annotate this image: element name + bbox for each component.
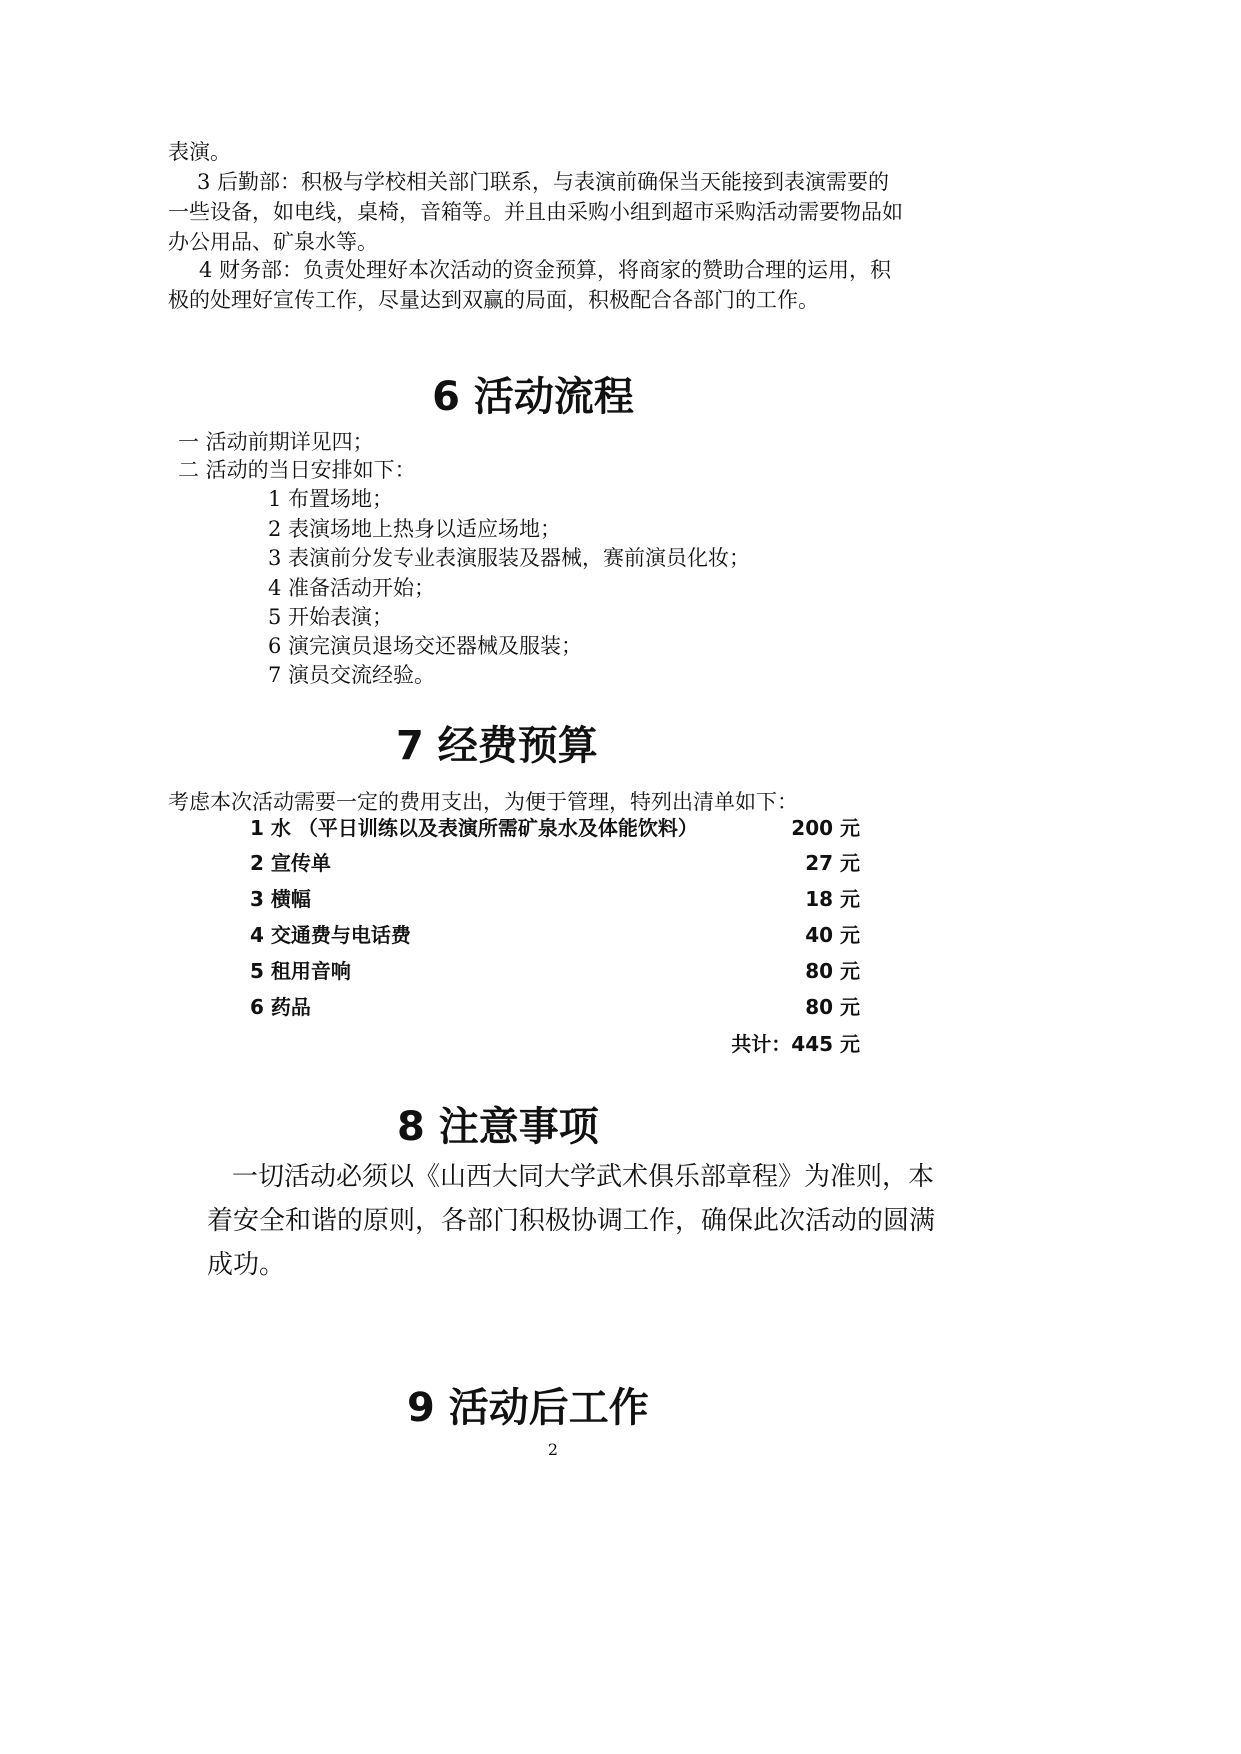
budget-item-amount: 80 元 (805, 995, 860, 1019)
budget-item-amount: 40 元 (805, 923, 860, 947)
page-number: 2 (547, 1440, 559, 1459)
budget-item-label: 1 水 （平日训练以及表演所需矿泉水及体能饮料） (250, 816, 698, 840)
budget-item-amount: 80 元 (805, 959, 860, 983)
budget-intro: 考虑本次活动需要一定的费用支出，为便于管理，特列出清单如下： (168, 790, 798, 814)
flow-step: 5 开始表演； (268, 605, 394, 629)
budget-item-label: 4 交通费与电话费 (250, 923, 411, 947)
budget-item-amount: 27 元 (805, 851, 860, 875)
budget-item-label: 3 横幅 (250, 887, 311, 911)
para-logistics-line1: 3 后勤部：积极与学校相关部门联系，与表演前确保当天能接到表演需要的 (197, 170, 890, 194)
flow-step: 4 准备活动开始； (268, 576, 436, 600)
flow-step: 7 演员交流经验。 (268, 663, 436, 687)
budget-item-label: 5 租用音响 (250, 959, 351, 983)
section-6-heading: 6 活动流程 (432, 374, 634, 420)
flow-step: 3 表演前分发专业表演服装及器械，赛前演员化妆； (268, 546, 751, 570)
budget-total: 共计：445 元 (731, 1032, 860, 1056)
flow-item-1: 一 活动前期详见四； (178, 430, 374, 454)
para-logistics-line3: 办公用品、矿泉水等。 (168, 230, 378, 254)
flow-step: 2 表演场地上热身以适应场地； (268, 517, 562, 541)
para-finance-line2: 极的处理好宣传工作，尽量达到双赢的局面，积极配合各部门的工作。 (168, 288, 819, 312)
flow-item-2: 二 活动的当日安排如下： (178, 458, 416, 482)
flow-step: 1 布置场地； (268, 487, 394, 511)
notes-line-3: 成功。 (207, 1250, 286, 1280)
intro-line: 表演。 (168, 140, 231, 164)
notes-line-1: 一切活动必须以《山西大同大学武术俱乐部章程》为准则，本 (232, 1162, 935, 1192)
para-logistics-line2: 一些设备，如电线，桌椅，音箱等。并且由采购小组到超市采购活动需要物品如 (168, 200, 903, 224)
budget-item-amount: 18 元 (805, 887, 860, 911)
flow-step: 6 演完演员退场交还器械及服装； (268, 634, 583, 658)
section-7-heading: 7 经费预算 (396, 723, 598, 769)
section-8-heading: 8 注意事项 (397, 1104, 599, 1150)
section-9-heading: 9 活动后工作 (407, 1385, 649, 1431)
budget-item-amount: 200 元 (791, 816, 860, 840)
notes-line-2: 着安全和谐的原则，各部门积极协调工作，确保此次活动的圆满 (207, 1206, 936, 1236)
budget-item-label: 6 药品 (250, 995, 311, 1019)
budget-item-label: 2 宣传单 (250, 851, 331, 875)
para-finance-line1: 4 财务部：负责处理好本次活动的资金预算，将商家的赞助合理的运用，积 (199, 258, 892, 282)
